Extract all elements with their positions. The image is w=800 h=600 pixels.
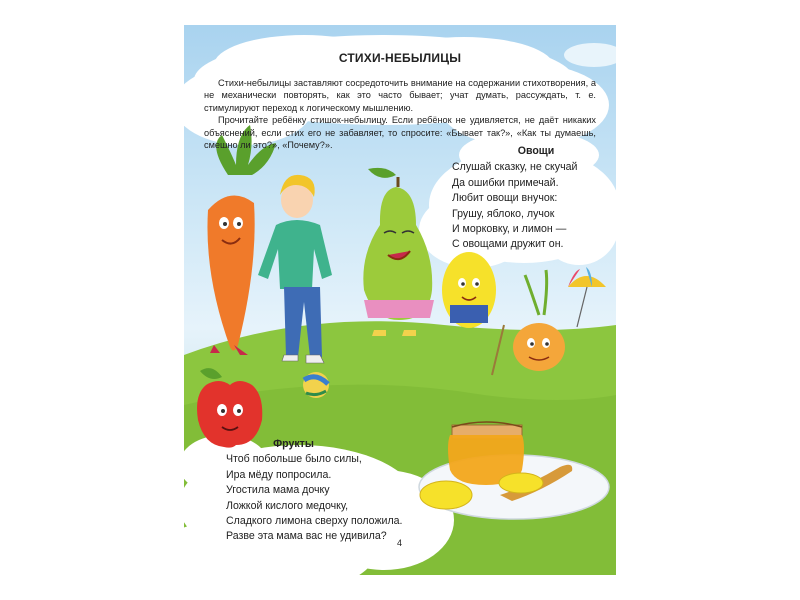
poem-vegetables-title: Овощи — [517, 145, 555, 157]
intro-paragraph-2: Прочитайте ребёнку стишок-небылицу. Если ребёнок не удивляется, не даёт никаких объяснений, если стих его не забавляет, то спросите: «Бывает так?», «Как ты думаешь, смешно ли это?», «Почему?». — [204, 115, 596, 151]
ball — [303, 372, 329, 398]
poem-line: Чтоб побольше было силы, — [226, 453, 362, 466]
intro-text — [204, 77, 596, 151]
page-title: СТИХИ-НЕБЫЛИЦЫ — [338, 51, 462, 65]
poem-line: С овощами дружит он. — [452, 238, 564, 251]
pear-character — [363, 168, 434, 336]
poem-fruits — [226, 437, 426, 545]
poem-line: Разве эта мама вас не удивила? — [226, 530, 387, 543]
poem-line: Сладкого лимона сверху положила. — [226, 515, 403, 528]
poem-fruits-title: Фрукты — [273, 438, 314, 450]
poem-line: Ира мёду попросила. — [226, 468, 332, 481]
intro-paragraph-1: Стихи-небылицы заставляют сосредоточить внимание на содержании стихотворения, а не механически повторять, как это часто бывает; учат думать, рассуждать, т. е. стимулируют переход к логическому мышлению. — [204, 78, 596, 113]
poem-line: И морковку, и лимон — — [452, 223, 567, 236]
page-number: 4 — [397, 538, 403, 548]
poem-line: Ложкой кислого медочку, — [226, 499, 349, 512]
carrot-character — [207, 125, 276, 355]
book-page — [184, 25, 616, 575]
poem-line: Угостила мама дочку — [226, 484, 330, 497]
poem-line: Любит овощи внучок: — [452, 192, 558, 205]
poem-line: Да ошибки примечай. — [452, 176, 559, 189]
poem-line: Грушу, яблоко, лучок — [452, 207, 555, 220]
poem-line: Слушай сказку, не скучай — [452, 161, 578, 174]
poem-vegetables — [452, 144, 602, 253]
lemon-character — [442, 252, 496, 328]
